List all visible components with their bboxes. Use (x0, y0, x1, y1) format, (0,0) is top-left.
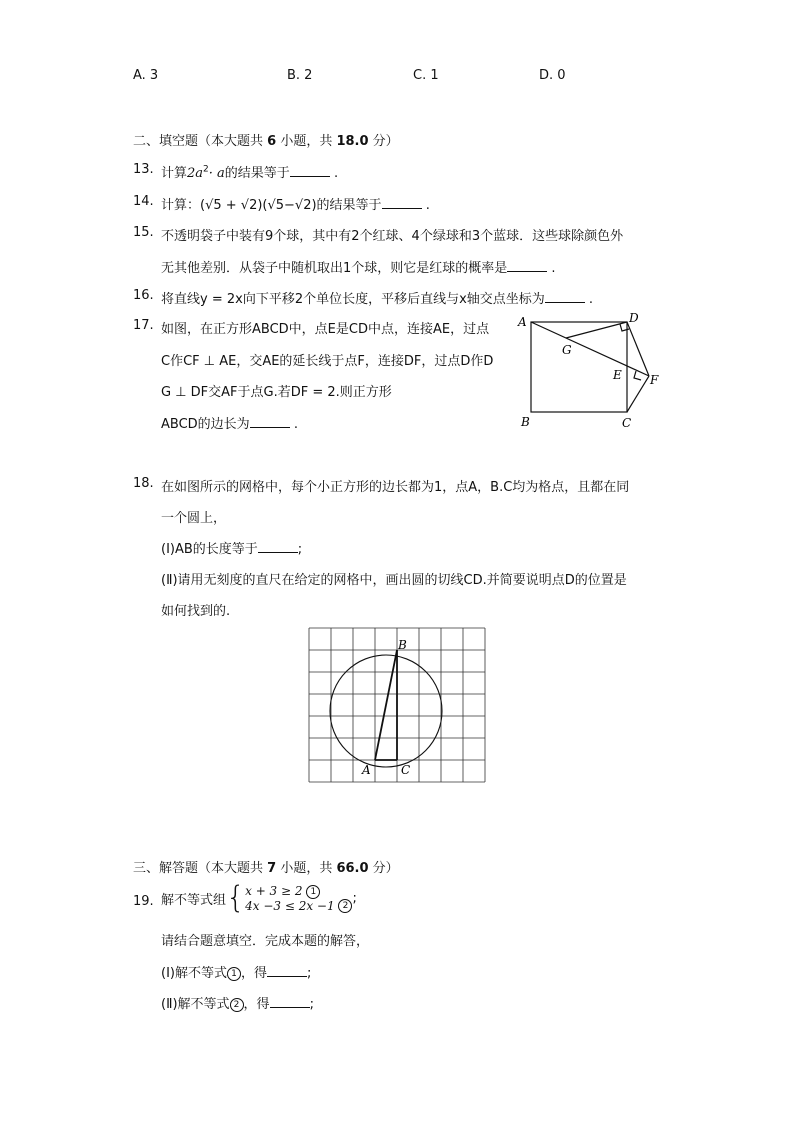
q17-number: 17. (133, 318, 154, 333)
choice-c: C. 1 (413, 68, 439, 83)
choice-a: A. 3 (133, 68, 159, 83)
line-cf (627, 376, 649, 412)
q17-line3: G ⊥ DF交AF于点G.若DF = 2.则正方形 (161, 385, 392, 400)
q16-answer-blank[interactable] (545, 290, 585, 303)
section2-header: 二、填空题（本大题共 6 小题，共 18.0 分） (133, 134, 399, 149)
q17-figure (512, 310, 672, 435)
q13-text: 计算$2a^2\cdot a$的结果等于 . (161, 164, 339, 181)
q13-answer-blank[interactable] (290, 164, 330, 177)
label-g: G (562, 343, 572, 357)
q15-line1: 不透明袋子中装有9个球，其中有2个红球、4个绿球和3个蓝球．这些球除颜色外 (161, 229, 624, 244)
q19-part1: (Ⅰ)解不等式 1 ，得 ; (161, 966, 312, 981)
label-f: F (650, 373, 659, 387)
segment-ab (375, 650, 397, 760)
label-a: A (362, 763, 371, 777)
choice-d: D. 0 (539, 68, 566, 83)
label-a: A (518, 315, 527, 329)
line-af (531, 322, 649, 376)
line-dg (566, 322, 627, 338)
q18-part2-line1: (Ⅱ)请用无刻度的直尺在给定的网格中，画出圆的切线CD.并简要说明点D的位置是 (161, 573, 627, 588)
q14-answer-blank[interactable] (382, 196, 422, 209)
q17-line4: ABCD的边长为 . (161, 417, 298, 432)
section3-header: 三、解答题（本大题共 7 小题，共 66.0 分） (133, 861, 399, 876)
q15-answer-blank[interactable] (507, 259, 547, 272)
q18-part2-line2: 如何找到的. (161, 604, 231, 619)
q17-line2: C作CF ⊥ AE，交AE的延长线于点F，连接DF，过点D作D (161, 354, 494, 369)
q19-part2-blank[interactable] (270, 995, 310, 1008)
q18-part1: (Ⅰ)AB的长度等于 ; (161, 542, 303, 557)
q16-text: 将直线y = 2x向下平移2个单位长度，平移后直线与x轴交点坐标为 . (161, 292, 594, 307)
q19-number: 19. (133, 894, 154, 909)
q19-line2: 请结合题意填空．完成本题的解答， (161, 934, 370, 949)
q19-system: 解不等式组{x + 3 ≥ 2 1 4x −3 ≤ 2x −1 2 ; (161, 880, 357, 916)
q14-text: 计算：(√5 + √2)(√5−√2)的结果等于 . (161, 198, 430, 213)
q13-number: 13. (133, 162, 154, 177)
label-e: E (613, 368, 622, 382)
q17-line1: 如图，在正方形ABCD中，点E是CD中点，连接AE，过点 (161, 322, 490, 337)
q18-line1: 在如图所示的网格中，每个小正方形的边长都为1，点A，B.C均为格点，且都在同 (161, 480, 630, 495)
square-abcd (531, 322, 627, 412)
q15-line2: 无其他差别．从袋子中随机取出1个球，则它是红球的概率是 . (161, 261, 556, 276)
q15-number: 15. (133, 225, 154, 240)
q18-answer-blank[interactable] (258, 540, 298, 553)
q18-grid-figure (300, 620, 495, 790)
q19-part2: (Ⅱ)解不等式 2 ，得 ; (161, 997, 314, 1012)
q18-line2: 一个圆上， (161, 511, 227, 526)
choice-b: B. 2 (287, 68, 313, 83)
q17-answer-blank[interactable] (250, 415, 290, 428)
q19-part1-blank[interactable] (267, 964, 307, 977)
q18-number: 18. (133, 476, 154, 491)
label-c: C (401, 763, 411, 777)
q14-number: 14. (133, 194, 154, 209)
label-c: C (622, 416, 632, 430)
label-d: D (629, 311, 639, 325)
label-b: B (521, 415, 530, 429)
label-b: B (398, 638, 407, 652)
q16-number: 16. (133, 288, 154, 303)
